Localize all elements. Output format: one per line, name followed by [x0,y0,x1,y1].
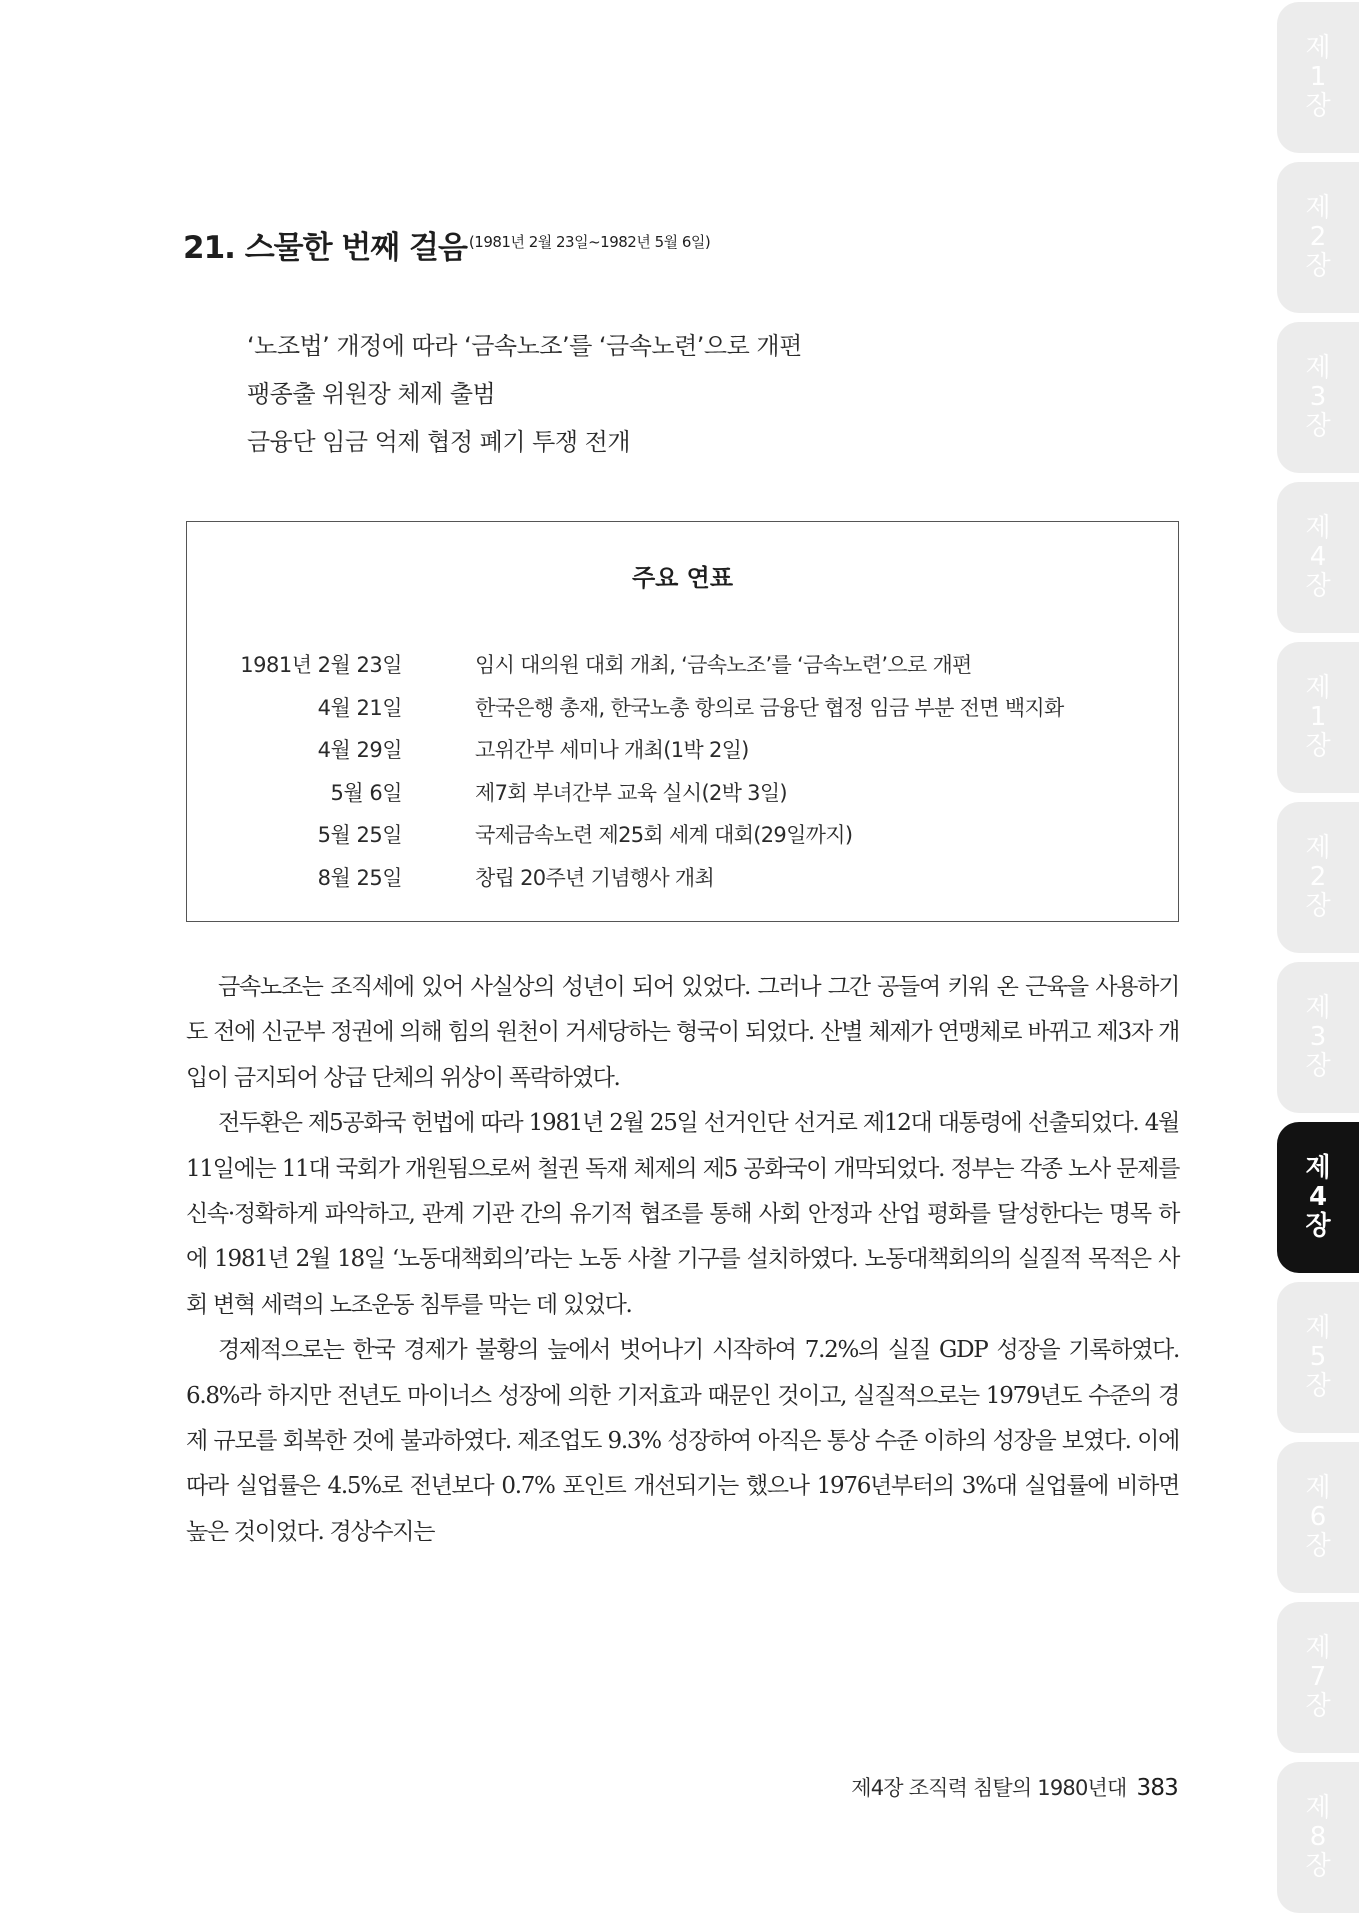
chapter-tab-char: 제 [1305,33,1331,63]
chapter-tab-char: 2 [1309,222,1327,252]
chapter-tab-char: 장 [1305,571,1331,601]
chapter-tab-char: 제 [1305,993,1331,1023]
body-paragraph: 금속노조는 조직세에 있어 사실상의 성년이 되어 있었다. 그러나 그간 공들여 키워 온 근육을 사용하기도 전에 신군부 정권에 의해 힘의 원천이 거세당하는 형국이 되었다. 산별 체제가 연맹체로 바뀌고 제3자 개입이 금지되어 상급 단체의 위상이 폭락하였다. [186,974,1179,1091]
chapter-tab-char: 제 [1305,1633,1331,1663]
chapter-tab-char: 장 [1305,251,1331,281]
chapter-tab-char: 1 [1309,702,1327,732]
summary-item: 팽종출 위원장 체제 출범 [247,380,496,408]
chapter-tab-char: 제 [1305,1793,1331,1823]
chronology-row [187,644,1178,687]
chapter-tab[interactable] [1277,802,1359,953]
chronology-date: 1981년 2월 23일 [240,653,402,677]
chapter-tab-char: 제 [1305,193,1331,223]
chapter-tab-char: 제 [1305,353,1331,383]
chronology-event: 제7회 부녀간부 교육 실시(2박 3일) [475,780,787,805]
chronology-title: 주요 연표 [631,564,734,592]
chapter-tab[interactable] [1277,482,1359,633]
chapter-tab-char: 장 [1305,891,1331,921]
chronology-box [186,521,1179,922]
chronology-row [187,772,1178,815]
chapter-tab[interactable] [1277,322,1359,473]
chapter-tab-char: 4 [1309,542,1327,572]
chapter-tab-char: 제 [1305,833,1331,863]
chapter-tab-char: 8 [1309,1822,1327,1852]
chapter-tab-char: 5 [1309,1342,1327,1372]
chronology-date: 4월 29일 [317,738,402,762]
chapter-tab-char: 장 [1305,731,1331,761]
page-number: 383 [1136,1775,1178,1801]
chapter-tab-char: 3 [1309,382,1327,412]
chapter-tab[interactable] [1277,1442,1359,1593]
chapter-tab[interactable] [1277,1282,1359,1433]
chronology-date: 5월 25일 [317,823,402,847]
chapter-tab-char: 장 [1305,411,1331,441]
chapter-tabs [1277,0,1359,1920]
chapter-tab-char: 4 [1308,1182,1328,1212]
body-paragraph: 경제적으로는 한국 경제가 불황의 늪에서 벗어나기 시작하여 7.2%의 실질 GDP 성장을 기록하였다. 6.8%라 하지만 전년도 마이너스 성장에 의한 기저효과 때문인 것이고, 실질적으로는 1979년도 수준의 경제 규모를 회복한 것에 불과하였다. 제조업도 9.3% 성장하여 아직은 통상 수준 이하의 성장을 보였다. 이에 따라 실업률은 4.5%로 전년보다 0.7% 포인트 개선되기는 했으나 1976년부터의 3%대 실업률에 비하면 높은 것이었다. 경상수지는 [186,1337,1179,1545]
chronology-list [187,644,1178,899]
page-footer [851,1772,1178,1802]
chronology-date: 4월 21일 [317,695,402,720]
section-date-range: (1981년 2월 23일~1982년 5월 6일) [468,233,711,251]
chronology-date: 5월 6일 [330,780,402,805]
body-text [186,965,1179,1555]
chapter-tab-char: 제 [1305,1313,1331,1343]
chronology-event: 고위간부 세미나 개최(1박 2일) [475,738,749,762]
chapter-tab-char: 장 [1305,1371,1331,1401]
chapter-tab-char: 장 [1305,1531,1331,1561]
chronology-date: 8월 25일 [317,865,402,890]
chapter-tab-char: 장 [1305,1051,1331,1081]
chronology-row [187,729,1178,772]
chapter-tab[interactable] [1277,1602,1359,1753]
chapter-tab-char: 3 [1309,1022,1327,1052]
chronology-event: 임시 대의원 대회 개최, ‘금속노조’를 ‘금속노련’으로 개편 [475,653,972,677]
running-title: 제4장 조직력 침탈의 1980년대 [851,1776,1127,1800]
chronology-event: 한국은행 총재, 한국노총 항의로 금융단 협정 임금 부분 전면 백지화 [475,695,1064,720]
chronology-row [187,687,1178,730]
chapter-tab-char: 제 [1305,513,1331,543]
section-heading [183,222,710,267]
summary-list [247,322,802,466]
chapter-tab-active[interactable] [1277,1122,1359,1273]
chronology-event: 창립 20주년 기념행사 개최 [475,865,715,890]
chapter-tab-char: 1 [1309,62,1327,92]
chronology-row [187,857,1178,900]
chapter-tab-char: 장 [1305,1851,1331,1881]
body-paragraph: 전두환은 제5공화국 헌법에 따라 1981년 2월 25일 선거인단 선거로 제12대 대통령에 선출되었다. 4월 11일에는 11대 국회가 개원됨으로써 철권 독재 체제의 제5 공화국이 개막되었다. 정부는 각종 노사 문제를 신속·정확하게 파악하고, 관계 기관 간의 유기적 협조를 통해 사회 안정과 산업 평화를 달성한다는 명목 하에 1981년 2월 18일 ‘노동대책회의’라는 노동 사찰 기구를 설치하였다. 노동대책회의의 실질적 목적은 사회 변혁 세력의 노조운동 침투를 막는 데 있었다. [186,1110,1179,1318]
chapter-tab-char: 제 [1305,673,1331,703]
chapter-tab[interactable] [1277,1762,1359,1913]
summary-item: 금융단 임금 억제 협정 폐기 투쟁 전개 [247,428,631,456]
chapter-tab-char: 제 [1305,1153,1331,1183]
chapter-tab[interactable] [1277,2,1359,153]
chapter-tab-char: 2 [1309,862,1327,892]
chapter-tab-char: 제 [1305,1473,1331,1503]
chapter-tab[interactable] [1277,162,1359,313]
chapter-tab[interactable] [1277,962,1359,1113]
chapter-tab-char: 장 [1305,1691,1331,1721]
section-title: 21. 스물한 번째 걸음 [183,230,467,266]
summary-item: ‘노조법’ 개정에 따라 ‘금속노조’를 ‘금속노련’으로 개편 [247,332,802,360]
chapter-tab-char: 7 [1309,1662,1327,1692]
chapter-tab-char: 6 [1309,1502,1327,1532]
chapter-tab[interactable] [1277,642,1359,793]
chapter-tab-char: 장 [1305,91,1331,121]
chapter-tab-char: 장 [1305,1211,1331,1241]
chronology-event: 국제금속노련 제25회 세계 대회(29일까지) [475,823,853,847]
chronology-row [187,814,1178,857]
